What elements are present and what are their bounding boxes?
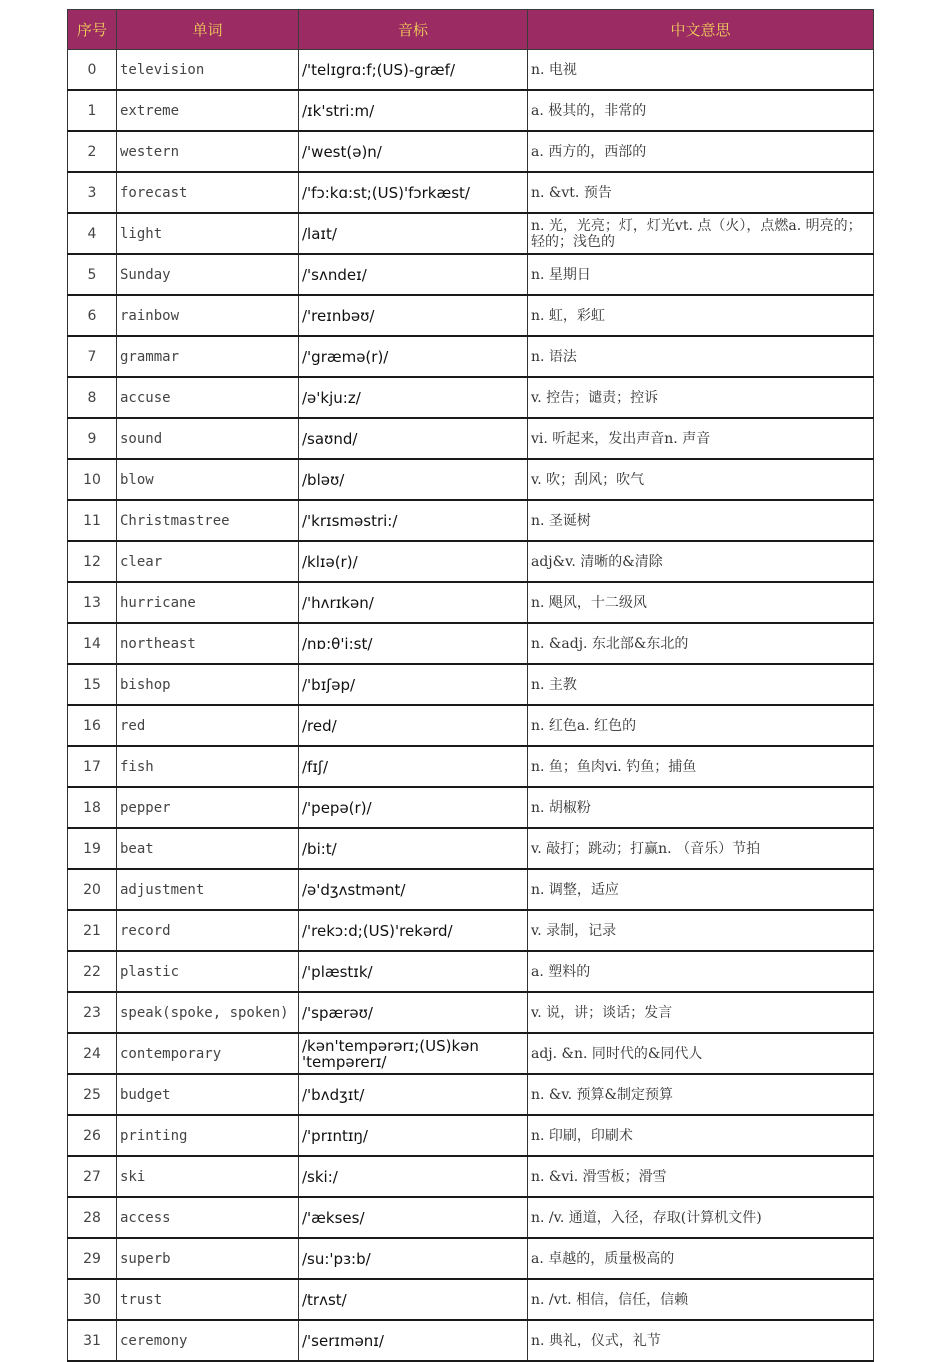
vocabulary-table bbox=[67, 9, 874, 1362]
table-row bbox=[68, 336, 874, 377]
cell-meaning: n. &v. 预算&制定预算 bbox=[528, 1074, 874, 1115]
cell-index: 17 bbox=[68, 746, 117, 787]
cell-phonetic: /saʊnd/ bbox=[299, 418, 528, 459]
cell-word: speak(spoke, spoken) bbox=[117, 992, 299, 1033]
table-row bbox=[68, 623, 874, 664]
cell-word: trust bbox=[117, 1279, 299, 1320]
cell-index: 0 bbox=[68, 50, 117, 91]
cell-word: western bbox=[117, 131, 299, 172]
cell-meaning: v. 吹；刮风；吹气 bbox=[528, 459, 874, 500]
cell-meaning: n. 红色a. 红色的 bbox=[528, 705, 874, 746]
table-row bbox=[68, 992, 874, 1033]
cell-meaning: n. 语法 bbox=[528, 336, 874, 377]
cell-word: superb bbox=[117, 1238, 299, 1279]
cell-phonetic: /kən'tempərərɪ;(US)kən 'tempərerɪ/ bbox=[299, 1033, 528, 1074]
table-row bbox=[68, 377, 874, 418]
cell-word: ski bbox=[117, 1156, 299, 1197]
cell-phonetic: /su:'pɜ:b/ bbox=[299, 1238, 528, 1279]
cell-phonetic: /'hʌrɪkən/ bbox=[299, 582, 528, 623]
header-phonetic: 音标 bbox=[299, 10, 528, 50]
cell-index: 25 bbox=[68, 1074, 117, 1115]
cell-phonetic: /'serɪmənɪ/ bbox=[299, 1320, 528, 1361]
cell-meaning: n. /v. 通道，入径，存取(计算机文件) bbox=[528, 1197, 874, 1238]
table-row bbox=[68, 869, 874, 910]
cell-word: clear bbox=[117, 541, 299, 582]
cell-meaning: n. 鱼；鱼肉vi. 钓鱼；捕鱼 bbox=[528, 746, 874, 787]
cell-index: 19 bbox=[68, 828, 117, 869]
cell-phonetic: /laɪt/ bbox=[299, 213, 528, 254]
cell-meaning: n. 调整，适应 bbox=[528, 869, 874, 910]
cell-index: 16 bbox=[68, 705, 117, 746]
cell-word: record bbox=[117, 910, 299, 951]
cell-phonetic: /'west(ə)n/ bbox=[299, 131, 528, 172]
cell-index: 11 bbox=[68, 500, 117, 541]
table-row bbox=[68, 1238, 874, 1279]
cell-index: 8 bbox=[68, 377, 117, 418]
cell-phonetic: /'fɔ:kɑ:st;(US)'fɔrkæst/ bbox=[299, 172, 528, 213]
cell-word: ceremony bbox=[117, 1320, 299, 1361]
cell-word: blow bbox=[117, 459, 299, 500]
cell-word: plastic bbox=[117, 951, 299, 992]
table-row bbox=[68, 951, 874, 992]
cell-word: fish bbox=[117, 746, 299, 787]
cell-index: 5 bbox=[68, 254, 117, 295]
table-body bbox=[68, 50, 874, 1362]
header-row bbox=[68, 10, 874, 50]
cell-index: 22 bbox=[68, 951, 117, 992]
cell-index: 23 bbox=[68, 992, 117, 1033]
table-row bbox=[68, 1320, 874, 1361]
cell-meaning: a. 卓越的，质量极高的 bbox=[528, 1238, 874, 1279]
cell-phonetic: /'krɪsməstri:/ bbox=[299, 500, 528, 541]
cell-word: bishop bbox=[117, 664, 299, 705]
cell-phonetic: /'rekɔ:d;(US)'rekərd/ bbox=[299, 910, 528, 951]
cell-index: 3 bbox=[68, 172, 117, 213]
header-index: 序号 bbox=[68, 10, 117, 50]
cell-phonetic: /'ækses/ bbox=[299, 1197, 528, 1238]
cell-meaning: n. 圣诞树 bbox=[528, 500, 874, 541]
cell-word: light bbox=[117, 213, 299, 254]
table-row bbox=[68, 746, 874, 787]
cell-word: accuse bbox=[117, 377, 299, 418]
table-row bbox=[68, 1074, 874, 1115]
cell-meaning: v. 录制，记录 bbox=[528, 910, 874, 951]
table-row bbox=[68, 664, 874, 705]
cell-phonetic: /ə'dʒʌstmənt/ bbox=[299, 869, 528, 910]
cell-meaning: adj. &n. 同时代的&同代人 bbox=[528, 1033, 874, 1074]
cell-index: 1 bbox=[68, 90, 117, 131]
cell-phonetic: /'pepə(r)/ bbox=[299, 787, 528, 828]
cell-phonetic: /ə'kju:z/ bbox=[299, 377, 528, 418]
table-row bbox=[68, 50, 874, 91]
cell-meaning: n. &vi. 滑雪板；滑雪 bbox=[528, 1156, 874, 1197]
cell-word: adjustment bbox=[117, 869, 299, 910]
cell-phonetic: /fɪʃ/ bbox=[299, 746, 528, 787]
cell-word: rainbow bbox=[117, 295, 299, 336]
cell-meaning: a. 极其的，非常的 bbox=[528, 90, 874, 131]
cell-meaning: n. &vt. 预告 bbox=[528, 172, 874, 213]
cell-meaning: n. 印刷，印刷术 bbox=[528, 1115, 874, 1156]
table-row bbox=[68, 910, 874, 951]
table-row bbox=[68, 295, 874, 336]
table-row bbox=[68, 828, 874, 869]
cell-word: hurricane bbox=[117, 582, 299, 623]
cell-index: 6 bbox=[68, 295, 117, 336]
cell-index: 24 bbox=[68, 1033, 117, 1074]
cell-phonetic: /ɪk'stri:m/ bbox=[299, 90, 528, 131]
cell-index: 4 bbox=[68, 213, 117, 254]
table-row bbox=[68, 582, 874, 623]
cell-phonetic: /'spærəʊ/ bbox=[299, 992, 528, 1033]
cell-index: 21 bbox=[68, 910, 117, 951]
cell-word: grammar bbox=[117, 336, 299, 377]
cell-meaning: a. 塑料的 bbox=[528, 951, 874, 992]
table-row bbox=[68, 1033, 874, 1074]
table-row bbox=[68, 1156, 874, 1197]
cell-index: 20 bbox=[68, 869, 117, 910]
cell-word: Christmastree bbox=[117, 500, 299, 541]
cell-phonetic: /'reɪnbəʊ/ bbox=[299, 295, 528, 336]
cell-phonetic: /trʌst/ bbox=[299, 1279, 528, 1320]
table-row bbox=[68, 131, 874, 172]
table-row bbox=[68, 1115, 874, 1156]
cell-meaning: n. 典礼，仪式，礼节 bbox=[528, 1320, 874, 1361]
cell-phonetic: /'telɪgrɑ:f;(US)-græf/ bbox=[299, 50, 528, 91]
cell-phonetic: /'græmə(r)/ bbox=[299, 336, 528, 377]
cell-meaning: n. 电视 bbox=[528, 50, 874, 91]
cell-meaning: v. 敲打；跳动；打赢n. （音乐）节拍 bbox=[528, 828, 874, 869]
cell-meaning: n. 主教 bbox=[528, 664, 874, 705]
cell-phonetic: /ski:/ bbox=[299, 1156, 528, 1197]
cell-index: 30 bbox=[68, 1279, 117, 1320]
table-row bbox=[68, 418, 874, 459]
cell-meaning: v. 说，讲；谈话；发言 bbox=[528, 992, 874, 1033]
cell-phonetic: /'bɪʃəp/ bbox=[299, 664, 528, 705]
header-word: 单词 bbox=[117, 10, 299, 50]
table-row bbox=[68, 1279, 874, 1320]
table-row bbox=[68, 213, 874, 254]
table-row bbox=[68, 705, 874, 746]
cell-meaning: n. 星期日 bbox=[528, 254, 874, 295]
cell-word: contemporary bbox=[117, 1033, 299, 1074]
cell-phonetic: /'sʌndeɪ/ bbox=[299, 254, 528, 295]
cell-word: pepper bbox=[117, 787, 299, 828]
table-row bbox=[68, 254, 874, 295]
cell-word: forecast bbox=[117, 172, 299, 213]
table-row bbox=[68, 787, 874, 828]
cell-phonetic: /klɪə(r)/ bbox=[299, 541, 528, 582]
cell-index: 29 bbox=[68, 1238, 117, 1279]
cell-index: 31 bbox=[68, 1320, 117, 1361]
cell-word: budget bbox=[117, 1074, 299, 1115]
cell-phonetic: /'prɪntɪŋ/ bbox=[299, 1115, 528, 1156]
cell-word: red bbox=[117, 705, 299, 746]
cell-index: 27 bbox=[68, 1156, 117, 1197]
cell-meaning: n. 光，光亮；灯，灯光vt. 点（火），点燃a. 明亮的；轻的；浅色的 bbox=[528, 213, 874, 254]
cell-index: 28 bbox=[68, 1197, 117, 1238]
cell-meaning: adj&v. 清晰的&清除 bbox=[528, 541, 874, 582]
cell-phonetic: /nɒ:θ'i:st/ bbox=[299, 623, 528, 664]
cell-word: Sunday bbox=[117, 254, 299, 295]
cell-index: 10 bbox=[68, 459, 117, 500]
cell-phonetic: /'bʌdʒɪt/ bbox=[299, 1074, 528, 1115]
cell-index: 9 bbox=[68, 418, 117, 459]
cell-index: 15 bbox=[68, 664, 117, 705]
header-meaning: 中文意思 bbox=[528, 10, 874, 50]
table-row bbox=[68, 500, 874, 541]
cell-meaning: n. 飓风，十二级风 bbox=[528, 582, 874, 623]
cell-meaning: n. 虹，彩虹 bbox=[528, 295, 874, 336]
cell-phonetic: /'plæstɪk/ bbox=[299, 951, 528, 992]
cell-index: 13 bbox=[68, 582, 117, 623]
cell-meaning: v. 控告；谴责；控诉 bbox=[528, 377, 874, 418]
cell-index: 26 bbox=[68, 1115, 117, 1156]
cell-phonetic: /red/ bbox=[299, 705, 528, 746]
cell-meaning: n. 胡椒粉 bbox=[528, 787, 874, 828]
cell-word: television bbox=[117, 50, 299, 91]
cell-index: 2 bbox=[68, 131, 117, 172]
cell-meaning: a. 西方的，西部的 bbox=[528, 131, 874, 172]
cell-meaning: n. &adj. 东北部&东北的 bbox=[528, 623, 874, 664]
cell-word: access bbox=[117, 1197, 299, 1238]
cell-word: beat bbox=[117, 828, 299, 869]
table-row bbox=[68, 1197, 874, 1238]
cell-phonetic: /bləʊ/ bbox=[299, 459, 528, 500]
cell-index: 12 bbox=[68, 541, 117, 582]
cell-phonetic: /bi:t/ bbox=[299, 828, 528, 869]
table-row bbox=[68, 172, 874, 213]
cell-meaning: vi. 听起来，发出声音n. 声音 bbox=[528, 418, 874, 459]
cell-index: 18 bbox=[68, 787, 117, 828]
cell-word: sound bbox=[117, 418, 299, 459]
table-row bbox=[68, 541, 874, 582]
cell-word: extreme bbox=[117, 90, 299, 131]
cell-index: 7 bbox=[68, 336, 117, 377]
table-row bbox=[68, 90, 874, 131]
table-header bbox=[68, 10, 874, 50]
cell-meaning: n. /vt. 相信，信任，信赖 bbox=[528, 1279, 874, 1320]
vocabulary-sheet bbox=[67, 9, 873, 1362]
cell-word: northeast bbox=[117, 623, 299, 664]
cell-index: 14 bbox=[68, 623, 117, 664]
table-row bbox=[68, 459, 874, 500]
cell-word: printing bbox=[117, 1115, 299, 1156]
